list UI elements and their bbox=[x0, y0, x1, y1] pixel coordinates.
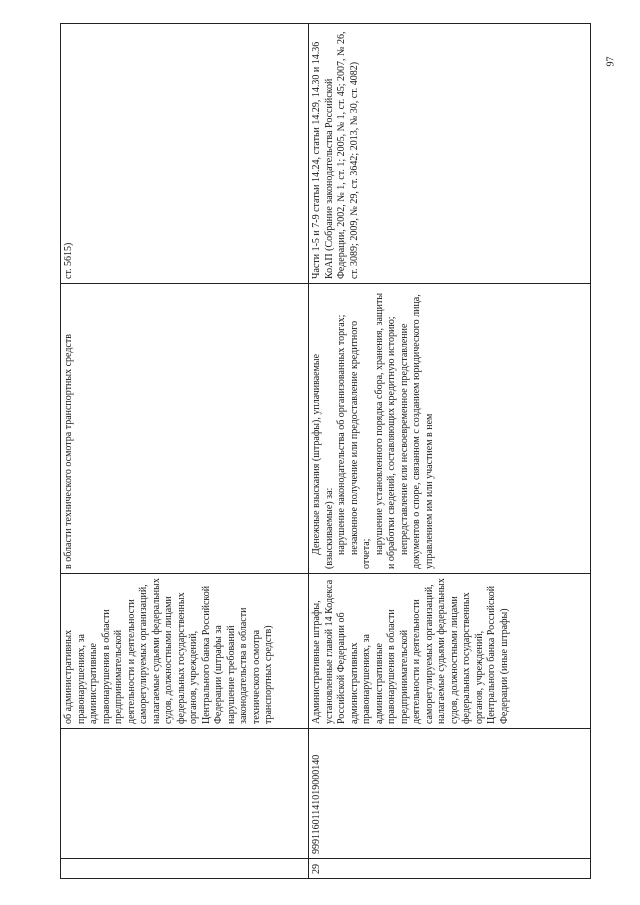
revenue-name: об административных правонарушениях, за административные правонарушения в области предпринимательской деятельности и деятельности саморегулируемых организаций, налагаемые судьями федеральных судов, должностными лицами федеральных государственных органов, учреждений, Центрального банка Российской Федерации (штрафы за нарушение требований законодательства в области технического осмотра транспортных средств) bbox=[61, 574, 309, 729]
table-row bbox=[61, 24, 309, 879]
legal-basis: Части 1-5 и 7-9 статьи 14.24, статьи 14.29, 14.30 и 14.36 КоАП (Собрание законодательства Российской Федерации, 2002, № 1, ст. 1; 2005, № 1, ст. 45; 2007, № 26, ст. 3089; 2009, № 29, ст. 3642; 2013, № 30, ст. 4082) bbox=[309, 24, 591, 284]
row-number: 29 bbox=[309, 859, 591, 879]
fines-table bbox=[60, 23, 591, 879]
kbk-code: 99911601141019000140 bbox=[309, 729, 591, 859]
page-number: 97 bbox=[605, 56, 617, 67]
legal-basis: ст. 5615) bbox=[61, 24, 309, 284]
table-row bbox=[309, 24, 591, 879]
revenue-name: Административные штрафы, установленные главой 14 Кодекса Российской Федерации об административных правонарушениях, за административные правонарушения в области предпринимательской деятельности и деятельности саморегулируемых организаций, налагаемые судьями федеральных судов, должностными лицами федеральных государственных органов, учреждений, Центрального банка Российской Федерации (иные штрафы) bbox=[309, 574, 591, 729]
description-paragraph: нарушение законодательства об организованных торгах; bbox=[336, 314, 347, 555]
description-paragraph: незаконное получение или предоставление кредитного отчета; bbox=[348, 320, 372, 569]
description-paragraph: Денежные взыскания (штрафы), уплачиваемые (взыскиваемые) за: bbox=[311, 353, 335, 569]
rotated-page-content bbox=[60, 24, 580, 879]
revenue-description: в области технического осмотра транспортных средств bbox=[61, 284, 309, 574]
description-paragraph: непредставление или несвоевременное представление документов о споре, связанном с созданием юридического лица, управлением им или участием в нем bbox=[398, 294, 435, 569]
row-number bbox=[61, 859, 309, 879]
description-paragraph: нарушение установленного порядка сбора, хранения, защиты и обработки сведений, составляющих кредитную историю; bbox=[373, 292, 397, 569]
kbk-code bbox=[61, 729, 309, 859]
revenue-description bbox=[309, 284, 591, 574]
